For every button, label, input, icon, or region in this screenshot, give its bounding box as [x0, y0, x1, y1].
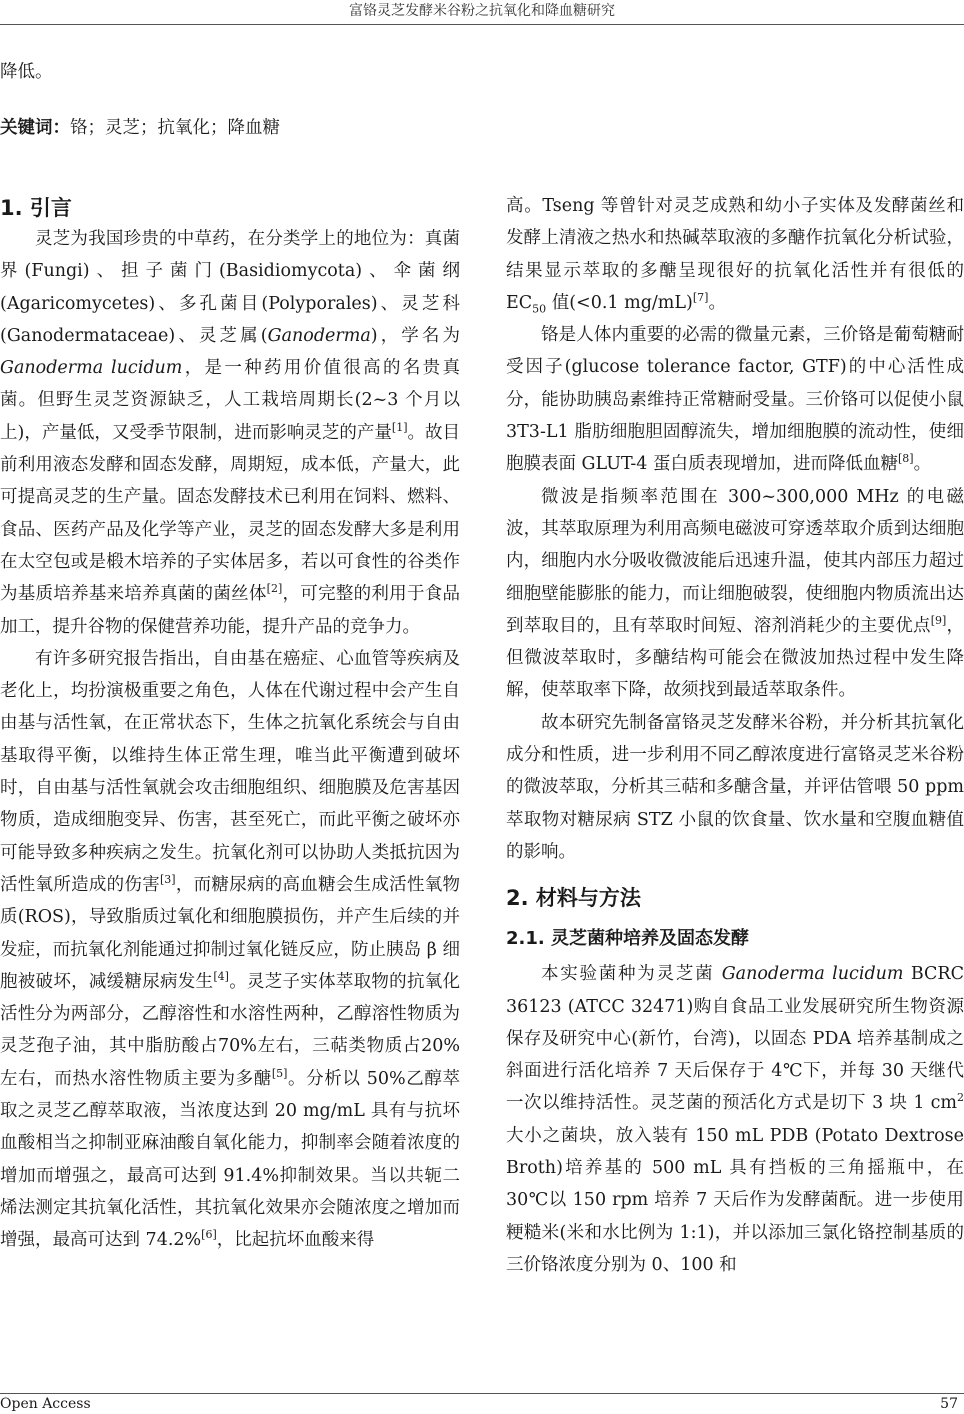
journal-name: Open Access: [0, 1396, 91, 1412]
citation-9: [9]: [930, 614, 947, 628]
keywords-text: 铬；灵芝；抗氧化；降血糖: [70, 118, 280, 138]
cm2-superscript: 2: [957, 1091, 964, 1105]
citation-2: [2]: [266, 582, 283, 596]
subsection-title-2-1: 2.1. 灵芝菌种培养及固态发酵: [506, 928, 749, 950]
keywords-label: 关键词：: [0, 118, 70, 138]
species-name: Ganoderma lucidum: [0, 358, 183, 379]
page-footer: [0, 1393, 964, 1414]
citation-7: [7]: [692, 291, 709, 305]
page-number: 57: [940, 1396, 958, 1412]
intro-paragraph-4: 微波是指频率范围在 300~300,000 MHz 的电磁波，其萃取原理为利用高频电磁波可穿透萃取介质到达细胞内，细胞内水分吸收微波能后迅速升温，使其内部压力超过细胞壁能膨胀的能力，而让细胞破裂，使细胞内物质流出达到萃取目的，且有萃取时间短、溶剂消耗少的主要优点[9]，但微波萃取时，多醣结构可能会在微波加热过程中发生降解，使萃取率下降，故须找到最适萃取条件。: [506, 486, 964, 701]
running-header: [0, 0, 964, 25]
intro-paragraph-2-cont: 高。Tseng 等曾针对灵芝成熟和幼小子实体及发酵菌丝和发酵上清液之热水和热碱萃取液的多醣作抗氧化分析试验，结果显示萃取的多醣呈现很好的抗氧化活性并有很低的 $EC_{50}$ 值(<0.1 mg/mL)[7]。: [506, 196, 964, 316]
intro-paragraph-5: 故本研究先制备富铬灵芝发酵米谷粉，并分析其抗氧化成分和性质，进一步利用不同乙醇浓度进行富铬灵芝米谷粉的微波萃取，分析其三萜和多醣含量，并评估管喂 50 ppm 萃取物对糖尿病 STZ 小鼠的饮食量、饮水量和空腹血糖值的影响。: [506, 712, 964, 862]
ec50-subscript: 50: [532, 302, 547, 316]
section-title-methods: 2. 材料与方法: [506, 886, 641, 911]
intro-paragraph-2: 有许多研究报告指出，自由基在癌症、心血管等疾病及老化上，均扮演极重要之角色，人体在代谢过程中会产生自由基与活性氧，在正常状态下，生体之抗氧化系统会与自由基取得平衡，以维持生体正常生理，唯当此平衡遭到破坏时，自由基与活性氧就会攻击细胞组织、细胞膜及危害基因物质，造成细胞变异、伤害，甚至死亡，而此平衡之破坏亦可能导致多种疾病之发生。抗氧化剂可以协助人类抵抗因为活性氧所造成的伤害[3]，而糖尿病的高血糖会生成活性氧物质(ROS)，导致脂质过氧化和细胞膜损伤，并产生后续的并发症，而抗氧化剂能通过抑制过氧化链反应，防止胰岛 β 细胞被破坏，减缓糖尿病发生[4]。灵芝子实体萃取物的抗氧化活性分为两部分，乙醇溶性和水溶性两种，乙醇溶性物质为灵芝孢子油，其中脂肪酸占70%左右，三萜类物质占20%左右，而热水溶性物质主要为多醣[5]。分析以 50%乙醇萃取之灵芝乙醇萃取液，当浓度达到 20 mg/mL 具有与抗坏血酸相当之抑制亚麻油酸自氧化能力，抑制率会随着浓度的增加而增强之，最高可达到 91.4%抑制效果。当以共轭二烯法测定其抗氧化活性，其抗氧化效果亦会随浓度之增加而增强，最高可达到 74.2%[6]，比起抗坏血酸来得: [0, 648, 461, 1251]
species-name-methods: Ganoderma lucidum: [721, 964, 904, 985]
citation-3: [3]: [160, 873, 176, 887]
citation-5: [5]: [271, 1066, 288, 1080]
citation-6: [6]: [201, 1228, 217, 1242]
genus-name: Ganoderma: [267, 325, 371, 346]
section-title-intro: 1. 引言: [0, 196, 72, 220]
intro-paragraph-1: 灵芝为我国珍贵的中草药，在分类学上的地位为：真菌界(Fungi)、担子菌门(Basidiomycota)、伞菌纲(Agaricomycetes)、多孔菌目(Polyporales)、灵芝科(Ganodermataceae)、灵芝属(Ganoderma)，学名为Ganoderma lucidum，是一种药用价值很高的名贵真菌。但野生灵芝资源缺乏，人工栽培周期长(2~3 个月以上)，产量低，又受季节限制，进而影响灵芝的产量[1]。故目前利用液态发酵和固态发酵，周期短，成本低，产量大，此可提高灵芝的生产量。固态发酵技术已利用在饲料、燃料、食品、医药产品及化学等产业，灵芝的固态发酵大多是利用在太空包或是椴木培养的子实体居多，若以可食性的谷类作为基质培养基来培养真菌的菌丝体[2]，可完整的利用于食品加工，提升谷物的保健营养功能，提升产品的竞争力。: [0, 229, 461, 637]
citation-8: [8]: [897, 452, 914, 466]
citation-4: [4]: [213, 970, 229, 983]
keywords-line: [0, 112, 280, 144]
running-title: 富铬灵芝发酵米谷粉之抗氧化和降血糖研究: [349, 3, 615, 19]
abstract-tail: 降低。: [0, 62, 53, 82]
citation-1: [1]: [391, 420, 408, 434]
right-column: [506, 190, 964, 1281]
left-column: [0, 223, 460, 1257]
methods-paragraph-1: 本实验菌种为灵芝菌 Ganoderma lucidum BCRC 36123 (ATCC 32471)购自食品工业发展研究所生物资源保存及研究中心(新竹，台湾)，以固态 PDA 培养基制成之斜面进行活化培养 7 天后保存于 4℃下，并每 30 天继代一次以维持活性。灵芝菌的预活化方式是切下 3 块 1 $cm^2$ 大小之菌块，放入装有 150 mL PDB (Potato Dextrose Broth)培养基的 500 mL 具有挡板的三角摇瓶中，在 30℃以 150 rpm 培养 7 天后作为发酵菌酛。进一步使用粳糙米(米和水比例为 1:1)，并以添加三氯化铬控制基质的三价铬浓度分别为 0、100 和: [506, 964, 964, 1275]
intro-paragraph-3: 铬是人体内重要的必需的微量元素，三价铬是葡萄糖耐受因子(glucose tolerance factor, GTF)的中心活性成分，能协助胰岛素维持正常糖耐受量。三价铬可以促使小鼠 3T3-L1 脂肪细胞胆固醇流失，增加细胞膜的流动性，使细胞膜表面 GLUT-4 蛋白质表现增加，进而降低血糖[8]。: [506, 325, 964, 475]
